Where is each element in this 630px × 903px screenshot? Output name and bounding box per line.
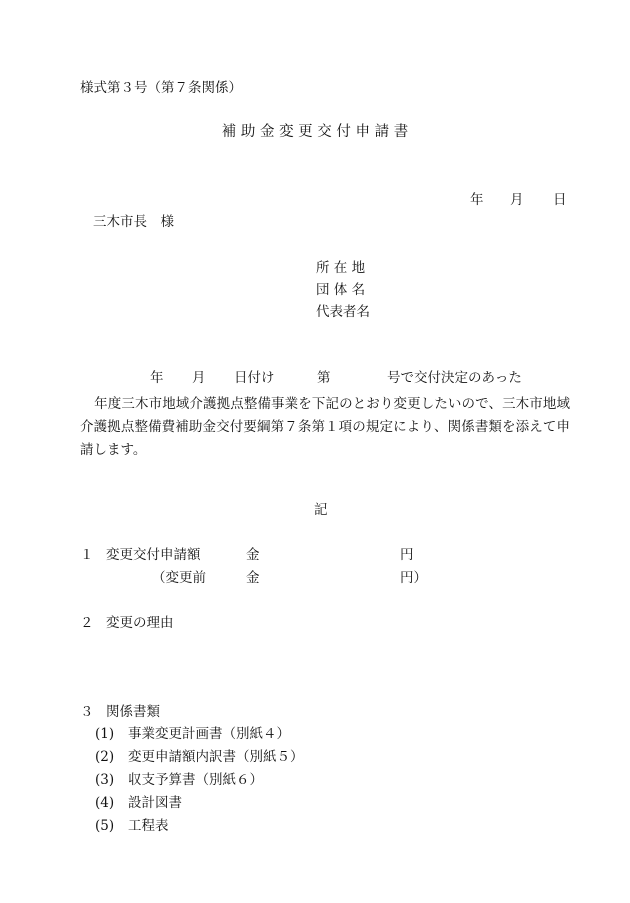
document-text: 設計図書: [128, 795, 182, 811]
item-1-kin: 金: [246, 547, 260, 563]
decision-dai: 第: [317, 370, 331, 386]
decision-month: 月: [192, 370, 206, 386]
decision-dated: 日付け: [234, 370, 275, 386]
item-1-change-amount: [80, 549, 414, 563]
decision-year: 年: [150, 370, 164, 386]
document-list-item: [95, 820, 169, 834]
item-1-yen: 円: [400, 547, 414, 563]
document-text: 工程表: [128, 818, 169, 834]
item-2-label: 変更の理由: [106, 615, 174, 631]
document-number: (1): [95, 726, 115, 742]
ki-heading: 記: [314, 502, 328, 518]
applicant-organization-label: 団 体 名: [316, 282, 366, 298]
item-3-related-documents: [80, 706, 160, 720]
form-number: 様式第３号（第７条関係）: [80, 80, 242, 96]
applicant-address-label: 所 在 地: [316, 260, 366, 276]
document-list-item: [95, 728, 290, 742]
document-number: (4): [95, 795, 115, 811]
item-1-label: 変更交付申請額: [106, 547, 201, 563]
document-text: 事業変更計画書（別紙４）: [128, 726, 290, 742]
applicant-representative-label: 代表者名: [316, 304, 370, 320]
item-1-number: １: [80, 547, 94, 563]
document-list-item: [95, 797, 182, 811]
date-line: [470, 194, 567, 208]
document-title: 補 助 金 変 更 交 付 申 請 書: [221, 124, 409, 140]
document-list-item: [95, 751, 304, 765]
document-list-item: [95, 774, 263, 788]
item-1-before-amount: [80, 572, 427, 586]
item-1-before-label: （変更前: [152, 570, 206, 586]
document-number: (2): [95, 749, 115, 765]
date-year: 年: [470, 192, 484, 208]
item-1-before-yen: 円）: [400, 570, 427, 586]
document-text: 変更申請額内訳書（別紙５）: [128, 749, 304, 765]
decision-reference-line: [150, 372, 522, 386]
addressee: 三木市長 様: [93, 214, 174, 230]
application-body-text: 年度三木市地域介護拠点整備事業を下記のとおり変更したいので、三木市地域介護拠点整備費補助金交付要綱第７条第１項の規定により、関係書類を添えて申請します。: [80, 396, 570, 458]
date-day: 日: [553, 192, 567, 208]
item-3-label: 関係書類: [106, 704, 160, 720]
document-text: 収支予算書（別紙６）: [128, 772, 263, 788]
item-2-change-reason: [80, 617, 174, 631]
item-1-before-kin: 金: [246, 570, 260, 586]
document-number: (3): [95, 772, 115, 788]
document-number: (5): [95, 818, 115, 834]
item-3-number: ３: [80, 704, 94, 720]
decision-suffix: 号で交付決定のあった: [387, 370, 522, 386]
item-2-number: ２: [80, 615, 94, 631]
date-month: 月: [510, 192, 524, 208]
